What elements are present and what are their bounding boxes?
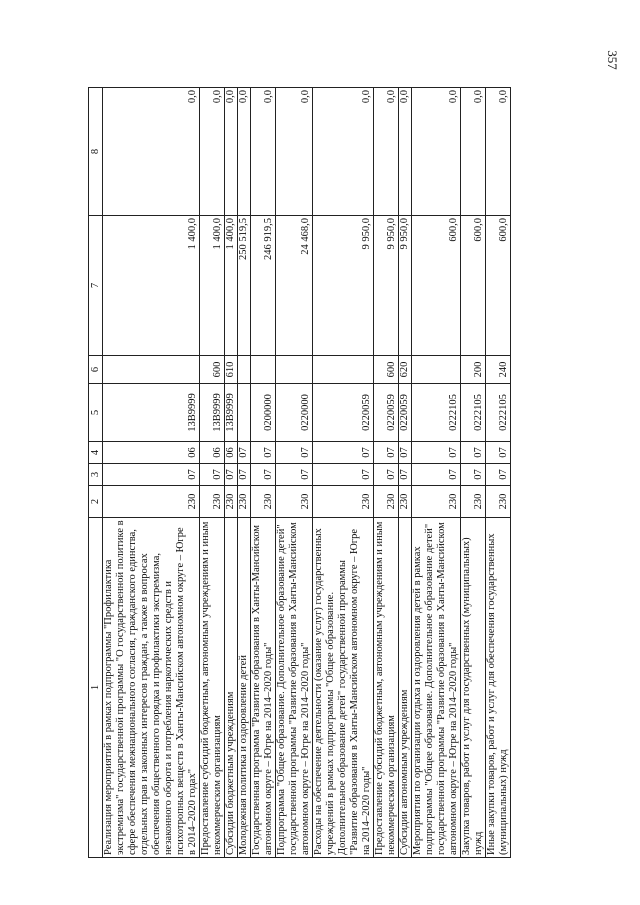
section-cell: 07	[486, 464, 511, 486]
row-name-cell: Расходы на обеспечение деятельности (оказание услуг) государственных учреждений в рамках подпрограммы "Общее образование. Дополнительное образование детей" государственной программы "Развитие образования в Ханты-Мансийском автономном округе – Югре на 2014–2020 годы"	[313, 518, 374, 858]
table-row	[225, 88, 238, 858]
header-cell: 8	[89, 88, 103, 216]
subsection-cell: 07	[461, 442, 486, 464]
amount-cell: 600,0	[486, 216, 511, 356]
section-cell: 07	[313, 464, 374, 486]
code-cell: 230	[313, 486, 374, 518]
expense-type-cell	[276, 356, 313, 384]
target-article-cell: 0222105	[412, 384, 461, 442]
amount-cell: 1 400,0	[103, 216, 200, 356]
header-cell: 7	[89, 216, 103, 356]
amount-cell: 9 950,0	[374, 216, 399, 356]
amount-cell: 600,0	[461, 216, 486, 356]
section-cell: 07	[238, 464, 251, 486]
amount-cell: 0,0	[225, 88, 238, 216]
table-row	[251, 88, 276, 858]
code-cell: 230	[251, 486, 276, 518]
target-article-cell: 0220059	[374, 384, 399, 442]
expense-type-cell: 600	[374, 356, 399, 384]
table-body	[89, 88, 511, 858]
expense-type-cell: 610	[225, 356, 238, 384]
table-row	[374, 88, 399, 858]
target-article-cell	[238, 384, 251, 442]
subsection-cell: 07	[486, 442, 511, 464]
budget-table	[88, 87, 511, 858]
row-name-cell: Субсидии бюджетным учреждениям	[225, 518, 238, 858]
amount-cell: 0,0	[374, 88, 399, 216]
expense-type-cell	[251, 356, 276, 384]
table-row	[461, 88, 486, 858]
header-cell: 4	[89, 442, 103, 464]
header-cell: 1	[89, 518, 103, 858]
row-name-cell: Предоставление субсидий бюджетным, автономным учреждениям и иным некоммерческим организациям	[374, 518, 399, 858]
expense-type-cell	[103, 356, 200, 384]
expense-type-cell	[412, 356, 461, 384]
page-number: 357	[604, 50, 620, 70]
subsection-cell: 06	[103, 442, 200, 464]
section-cell: 07	[374, 464, 399, 486]
table-row	[412, 88, 461, 858]
row-name-cell: Молодежная политика и оздоровление детей	[238, 518, 251, 858]
expense-type-cell	[238, 356, 251, 384]
amount-cell: 246 919,5	[251, 216, 276, 356]
target-article-cell: 0222105	[486, 384, 511, 442]
row-name-cell: Предоставление субсидий бюджетным, автономным учреждениям и иным некоммерческим организациям	[200, 518, 225, 858]
row-name-cell: Реализация мероприятий в рамках подпрограммы "Профилактика экстремизма" государственной программы "О государственной политике в сфере обеспечения межнационального согласия, гражданского единства, отдельных прав и законных интересов граждан, а также в вопросах обеспечения общественного порядка и профилактики экстремизма, незаконного оборота и потребления наркотических средств и психотропных веществ в Ханты-Мансийском автономном округе – Югре в 2014–2020 годах"	[103, 518, 200, 858]
table-row	[103, 88, 200, 858]
amount-cell: 9 950,0	[313, 216, 374, 356]
row-name-cell: Государственная программа "Развитие образования в Ханты-Мансийском автономном округе – Югре на 2014–2020 годы"	[251, 518, 276, 858]
header-cell: 2	[89, 486, 103, 518]
row-name-cell: Иные закупки товаров, работ и услуг для обеспечения государственных (муниципальных) нужд	[486, 518, 511, 858]
subsection-cell: 06	[200, 442, 225, 464]
amount-cell: 250 519,5	[238, 216, 251, 356]
target-article-cell: 0222105	[461, 384, 486, 442]
expense-type-cell: 200	[461, 356, 486, 384]
amount-cell: 1 400,0	[200, 216, 225, 356]
section-cell: 07	[103, 464, 200, 486]
row-name-cell: Субсидии автономным учреждениям	[399, 518, 412, 858]
subsection-cell: 06	[225, 442, 238, 464]
section-cell: 07	[412, 464, 461, 486]
code-cell: 230	[200, 486, 225, 518]
target-article-cell: 13В9999	[200, 384, 225, 442]
table-row	[486, 88, 511, 858]
expense-type-cell: 600	[200, 356, 225, 384]
row-name-cell: Закупка товаров, работ и услуг для государственных (муниципальных) нужд	[461, 518, 486, 858]
target-article-cell: 0220059	[313, 384, 374, 442]
subsection-cell: 07	[374, 442, 399, 464]
amount-cell: 0,0	[412, 88, 461, 216]
header-cell: 3	[89, 464, 103, 486]
amount-cell: 0,0	[238, 88, 251, 216]
table-row	[313, 88, 374, 858]
target-article-cell: 0220059	[399, 384, 412, 442]
rotated-page	[88, 88, 574, 858]
amount-cell: 0,0	[313, 88, 374, 216]
table-row	[238, 88, 251, 858]
table-row	[200, 88, 225, 858]
table-row	[399, 88, 412, 858]
amount-cell: 0,0	[276, 88, 313, 216]
amount-cell: 0,0	[103, 88, 200, 216]
row-name-cell: Подпрограмма "Общее образование. Дополнительное образование детей" государственной программы "Развитие образования в Ханты-Мансийском автономном округе – Югре на 2014–2020 годы"	[276, 518, 313, 858]
code-cell: 230	[399, 486, 412, 518]
code-cell: 230	[486, 486, 511, 518]
target-article-cell: 0220000	[276, 384, 313, 442]
amount-cell: 0,0	[486, 88, 511, 216]
code-cell: 230	[461, 486, 486, 518]
target-article-cell: 13В9999	[103, 384, 200, 442]
subsection-cell: 07	[313, 442, 374, 464]
header-cell: 5	[89, 384, 103, 442]
code-cell: 230	[412, 486, 461, 518]
amount-cell: 0,0	[200, 88, 225, 216]
header-cell: 6	[89, 356, 103, 384]
code-cell: 230	[276, 486, 313, 518]
code-cell: 230	[238, 486, 251, 518]
subsection-cell: 07	[276, 442, 313, 464]
subsection-cell: 07	[412, 442, 461, 464]
expense-type-cell: 620	[399, 356, 412, 384]
amount-cell: 600,0	[412, 216, 461, 356]
amount-cell: 0,0	[399, 88, 412, 216]
target-article-cell: 0200000	[251, 384, 276, 442]
expense-type-cell	[313, 356, 374, 384]
amount-cell: 9 950,0	[399, 216, 412, 356]
subsection-cell: 07	[238, 442, 251, 464]
header-row	[89, 88, 103, 858]
code-cell: 230	[225, 486, 238, 518]
amount-cell: 0,0	[461, 88, 486, 216]
expense-type-cell: 240	[486, 356, 511, 384]
table-row	[276, 88, 313, 858]
row-name-cell: Мероприятия по организации отдыха и оздоровления детей в рамках подпрограммы "Общее образование. Дополнительное образование детей" государственной программы "Развитие образования в Ханты-Мансийском автономном округе – Югре на 2014–2020 годы"	[412, 518, 461, 858]
section-cell: 07	[276, 464, 313, 486]
amount-cell: 0,0	[251, 88, 276, 216]
section-cell: 07	[399, 464, 412, 486]
subsection-cell: 07	[251, 442, 276, 464]
code-cell: 230	[103, 486, 200, 518]
code-cell: 230	[374, 486, 399, 518]
section-cell: 07	[225, 464, 238, 486]
section-cell: 07	[251, 464, 276, 486]
amount-cell: 1 400,0	[225, 216, 238, 356]
amount-cell: 24 468,0	[276, 216, 313, 356]
section-cell: 07	[461, 464, 486, 486]
section-cell: 07	[200, 464, 225, 486]
target-article-cell: 13В9999	[225, 384, 238, 442]
subsection-cell: 07	[399, 442, 412, 464]
